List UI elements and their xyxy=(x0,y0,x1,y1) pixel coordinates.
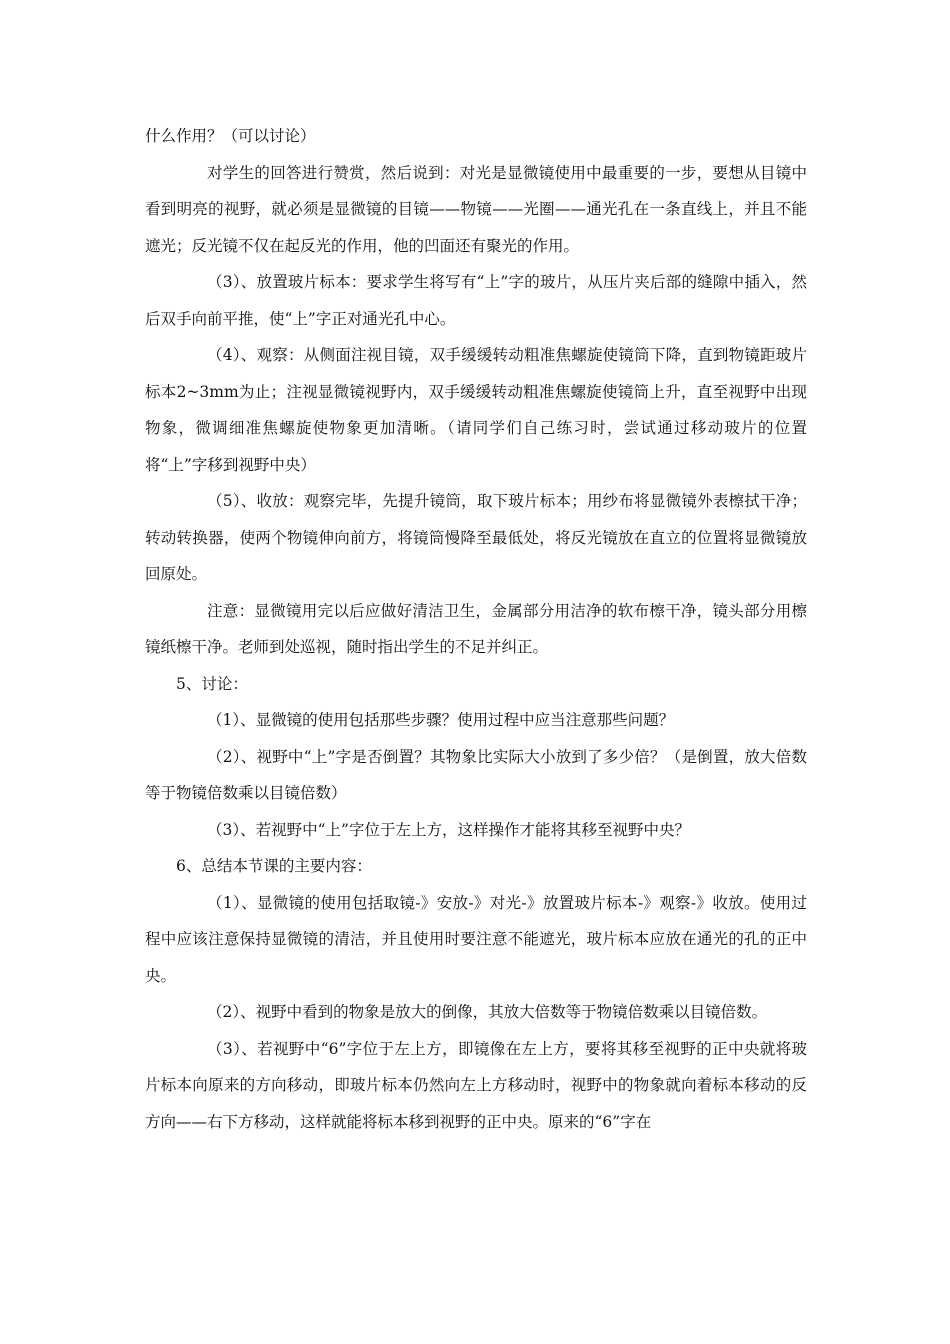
heading-summary: 6、总结本节课的主要内容： xyxy=(176,857,372,875)
paragraph-note: 注意：显微镜用完以后应做好清洁卫生，金属部分用洁净的软布檫干净，镜头部分用檫镜纸檫干净。老师到处巡视，随时指出学生的不足并纠正。 xyxy=(145,601,807,656)
discussion-question-1: （1）、显微镜的使用包括那些步骤？使用过程中应当注意那些问题？ xyxy=(207,711,675,729)
paragraph-praise-explanation: 对学生的回答进行赞赏，然后说到：对光是显微镜使用中最重要的一步，要想从目镜中看到明亮的视野，就必须是显微镜的目镜——物镜——光圈——通光孔在一条直线上，并且不能遮光；反光镜不仅在起反光的作用，他的凹面还有聚光的作用。 xyxy=(145,163,807,255)
heading-discussion: 5、讨论： xyxy=(176,674,248,693)
document-body xyxy=(145,118,807,1140)
discussion-question-2: （2）、视野中“上”字是否倒置？其物象比实际大小放到了多少倍？（是倒置，放大倍数等于物镜倍数乘以目镜倍数） xyxy=(145,747,807,802)
paragraph-step-4-observe: （4）、观察：从侧面注视目镜，双手缓缓转动粗准焦螺旋使镜筒下降，直到物镜距玻片标本2~3mm为止；注视显微镜视野内，双手缓缓转动粗准焦螺旋使镜筒上升，直至视野中出现物象，微调细准焦螺旋使物象更加清晰。（请同学们自己练习时，尝试通过移动玻片的位置将“上”字移到视野中央） xyxy=(145,346,807,474)
discussion-question-3: （3）、若视野中“上”字位于左上方，这样操作才能将其移至视野中央？ xyxy=(207,820,690,839)
paragraph-step-3-place-slide: （3）、放置玻片标本：要求学生将写有“上”字的玻片，从压片夹后部的缝隙中插入，然后双手向前平推，使“上”字正对通光孔中心。 xyxy=(145,273,807,328)
paragraph-continuation: 什么作用？（可以讨论） xyxy=(145,127,316,145)
summary-point-1: （1）、显微镜的使用包括取镜-》安放-》对光-》放置玻片标本-》观察-》收放。使用过程中应该注意保持显微镜的清洁，并且使用时要注意不能遮光，玻片标本应放在通光的孔的正中央。 xyxy=(145,893,807,985)
summary-point-2: （2）、视野中看到的物象是放大的倒像，其放大倍数等于物镜倍数乘以目镜倍数。 xyxy=(207,1003,768,1021)
paragraph-step-5-store: （5）、收放：观察完毕，先提升镜筒，取下玻片标本；用纱布将显微镜外表檫拭干净；转动转换器，使两个物镜伸向前方，将镜筒慢降至最低处，将反光镜放在直立的位置将显微镜放回原处。 xyxy=(145,492,807,583)
summary-point-3: （3）、若视野中“6”字位于左上方，即镜像在左上方，要将其移至视野的正中央就将玻片标本向原来的方向移动，即玻片标本仍然向左上方移动时，视野中的物象就向着标本移动的反方向——右下方移动，这样就能将标本移到视野的正中央。原来的“6”字在 xyxy=(145,1039,807,1131)
